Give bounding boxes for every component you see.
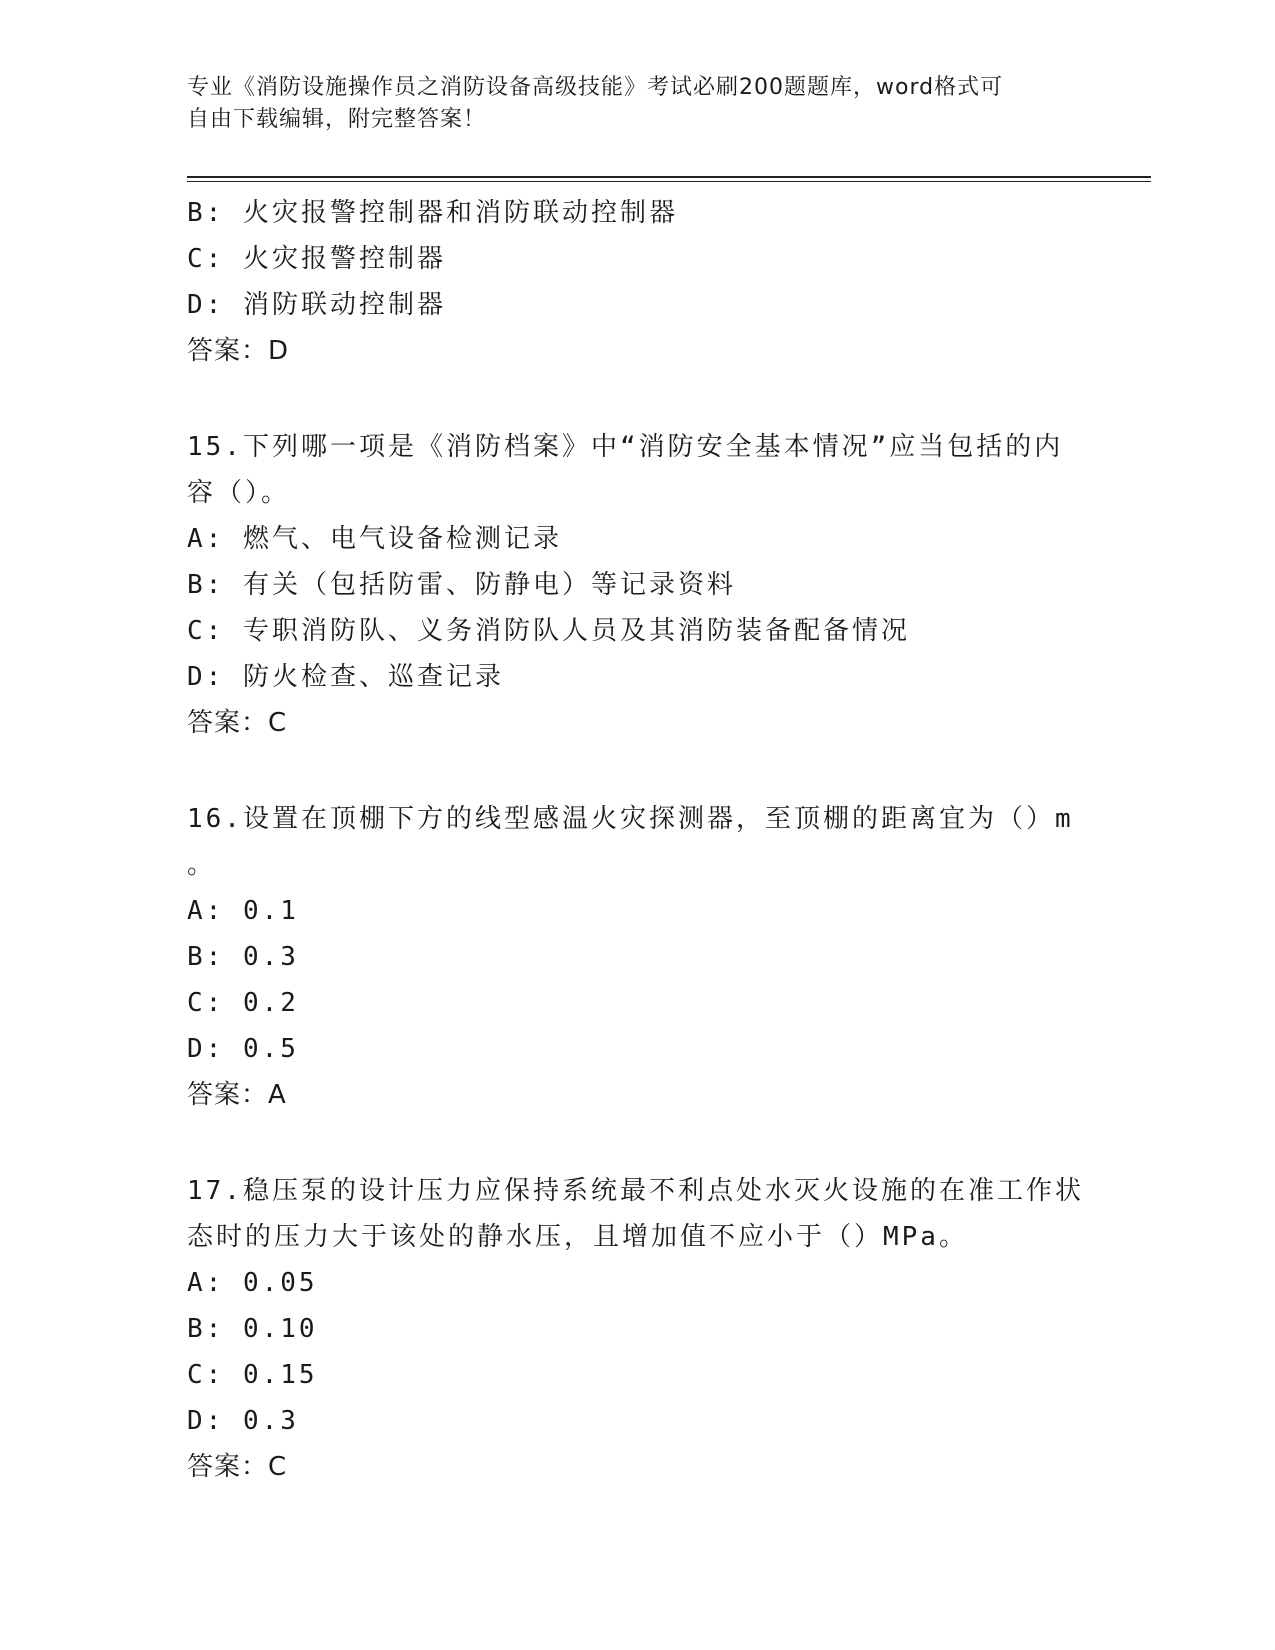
answer: 答案：C (187, 1452, 288, 1482)
option-d: D: 0.5 (187, 1034, 299, 1064)
option-c: C: 专职消防队、义务消防队人员及其消防装备配备情况 (187, 616, 910, 646)
option-b: B: 有关（包括防雷、防静电）等记录资料 (187, 570, 736, 600)
option-d: D: 防火检查、巡查记录 (187, 662, 504, 692)
question-list (187, 190, 1087, 1490)
question-16 (187, 796, 1087, 1118)
option-a: A: 0.1 (187, 896, 299, 926)
option-b: B: 0.10 (187, 1314, 318, 1344)
header-line-1: 专业《消防设施操作员之消防设备高级技能》考试必刷200题题库，word格式可 (187, 75, 1004, 100)
option-c: C: 0.15 (187, 1360, 318, 1390)
question-stem-line-1: 16.设置在顶棚下方的线型感温火灾探测器，至顶棚的距离宜为（）m (187, 804, 1074, 834)
document-header (187, 72, 1067, 136)
header-rule-thin (187, 181, 1151, 182)
option-b: B: 0.3 (187, 942, 299, 972)
header-rule-thick (187, 176, 1151, 178)
question-17 (187, 1168, 1087, 1490)
question-stem-line-1: 15.下列哪一项是《消防档案》中“消防安全基本情况”应当包括的内 (187, 432, 1064, 462)
header-line-2: 自由下载编辑，附完整答案！ (187, 107, 487, 132)
option-d: D: 消防联动控制器 (187, 290, 446, 320)
question-stem-line-1: 17.稳压泵的设计压力应保持系统最不利点处水灭火设施的在准工作状 (187, 1176, 1084, 1206)
question-15 (187, 424, 1087, 746)
option-b: B: 火灾报警控制器和消防联动控制器 (187, 198, 678, 228)
option-d: D: 0.3 (187, 1406, 299, 1436)
option-a: A: 燃气、电气设备检测记录 (187, 524, 562, 554)
question-stem-line-2: 。 (187, 850, 217, 880)
question-stem-line-2: 态时的压力大于该处的静水压，且增加值不应小于（）MPa。 (187, 1222, 968, 1252)
option-c: C: 火灾报警控制器 (187, 244, 446, 274)
answer: 答案：A (187, 1080, 287, 1110)
question-stem-line-2: 容（）。 (187, 478, 291, 508)
answer: 答案：C (187, 708, 288, 738)
question-14 (187, 190, 1087, 374)
option-a: A: 0.05 (187, 1268, 318, 1298)
answer: 答案：D (187, 336, 290, 366)
option-c: C: 0.2 (187, 988, 299, 1018)
